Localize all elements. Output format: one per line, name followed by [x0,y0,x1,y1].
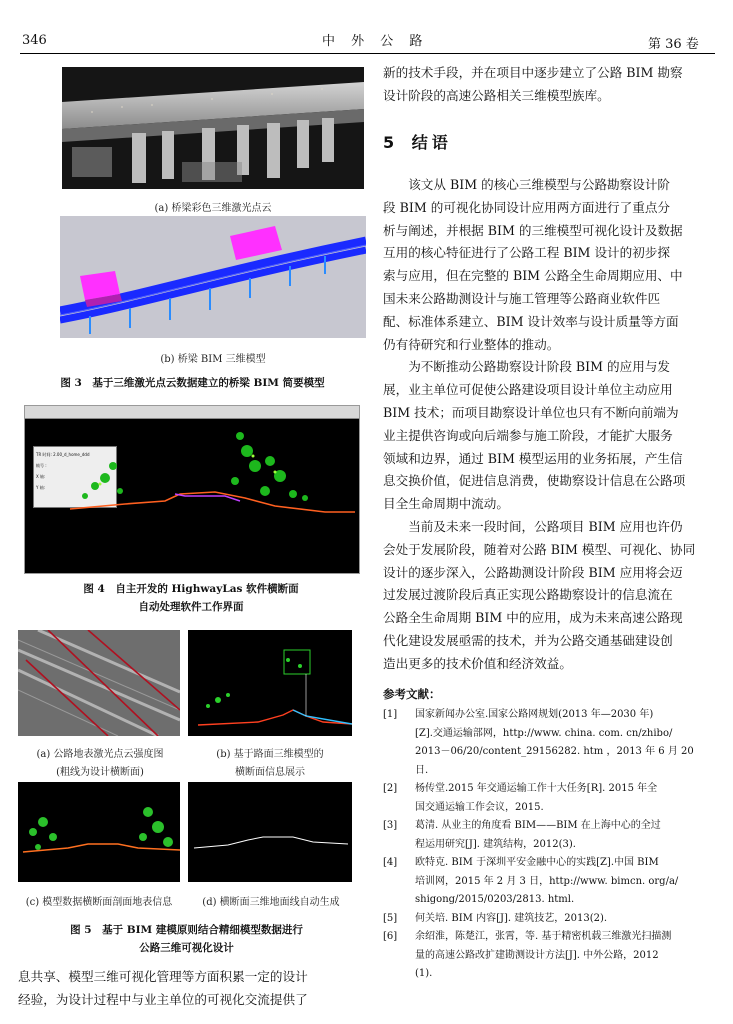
section-heading [383,130,452,153]
text-line: 公路全生命周期 BIM 中的应用，成为未来高速公路现 [383,610,683,626]
figure5-caption-a-line1: (a) 公路地表激光点云强度图 [36,749,164,760]
text-line: 段 BIM 的可视化协同设计应用两方面进行了重点分 [383,199,671,215]
text-line: 息共享、模型三维可视化管理等方面积累一定的设计 [18,969,308,984]
text-line: 索与应用，但在完整的 BIM 公路全生命周期应用、中 [383,268,683,284]
text-line: 仍有待研究和行业整体的推动。 [383,336,560,352]
page-number: 346 [22,33,47,48]
dialog-field: X 轴: [36,474,46,479]
figure5-caption-a-line2: (粗线为设计横断面) [56,767,144,778]
reference-line: [Z].交通运输部网，http://www. china. com. cn/zhibo/ [415,727,673,739]
text-line: 过发展过渡阶段后真正实现公路勘察设计的信息流在 [383,587,673,603]
paragraph [383,174,713,356]
text-line: 代化建设发展亟需的技术，并为公路交通基础建设创 [383,632,673,648]
reference-line: 葛清. 从业主的角度看 BIM——BIM 在上海中心的全过 [415,820,661,831]
text-line: 设计阶段的高速公路相关三维模型族库。 [383,87,610,103]
profile-surface-image [18,782,180,882]
text-line: 为不断推动公路勘察设计阶段 BIM 的应用与发 [383,359,671,375]
figure3-title: 图 3 基于三维激光点云数据建立的桥梁 BIM 简要模型 [60,377,325,389]
reference-item [383,706,713,780]
ground-line-image [188,782,352,882]
figure4-title-line1: 图 4 自主开发的 HighwayLas 软件横断面 [83,583,299,595]
figure4-title-line2: 自动处理软件工作界面 [138,601,244,613]
cross-section-info-image [188,630,352,736]
reference-number: [6] [383,931,398,942]
journal-name: 中 外 公 路 [322,34,429,49]
bridge-bim-model-image [60,216,366,338]
reference-number: [4] [383,857,398,868]
text-line: 互用的核心特征进行了公路工程 BIM 设计的初步探 [383,245,671,261]
figure5-caption-d: (d) 横断面三维地面线自动生成 [202,897,340,908]
reference-line: 国家新闻办公室.国家公路网规划(2013 年—2030 年) [415,709,654,720]
reference-line: 量的高速公路改扩建勘测设计方法[J]. 中外公路，2012 [415,949,659,961]
reference-number: [3] [383,820,398,831]
text-line: 目全生命周期中流动。 [383,496,509,512]
text-line: 领域和边界，通过 BIM 模型运用的业务拓展，产生信 [383,450,683,466]
dialog-field: TR 时间: 2.00_d_home_ddd [36,452,90,457]
figure5-title-line1: 图 5 基于 BIM 建模原则结合精细模型数据进行 [70,924,303,936]
paragraph [383,516,713,676]
text-line: BIM 技术；而项目勘察设计单位也只有不断向前端为 [383,404,679,420]
dialog-field: Y 轴: [36,485,46,490]
text-line: 配、标准体系建立、BIM 设计效率与设计质量等方面 [383,313,679,329]
text-line: 当前及未来一段时间，公路项目 BIM 应用也许仍 [383,518,683,534]
figure3-caption-b: (b) 桥梁 BIM 三维模型 [160,354,266,365]
figure5-caption-b-line2: 横断面信息展示 [235,767,305,778]
right-column-intro [383,62,713,108]
references-list [383,706,713,984]
reference-item [383,817,713,854]
paragraph [383,356,713,516]
reference-item [383,928,713,984]
left-column-text [18,966,363,1012]
figure5-caption-b-line1: (b) 基于路面三维模型的 [216,749,324,760]
text-line: 展，业主单位可促使公路建设项目设计单位主动应用 [383,382,673,398]
reference-item [383,854,713,910]
conclusion-body [383,174,713,676]
text-line: 该文从 BIM 的核心三维模型与公路勘察设计阶 [383,177,671,192]
reference-line: 何关培. BIM 内容[J]. 建筑技艺，2013(2). [415,912,608,924]
text-line: 造出更多的技术价值和经济效益。 [383,655,572,671]
reference-line: 杨传堂.2015 年交通运输工作十大任务[R]. 2015 年全 [415,783,658,794]
volume-label: 第 36 卷 [648,37,699,52]
intensity-map-image [18,630,180,736]
reference-line: 国交通运输工作会议，2015. [415,801,544,813]
text-line: 业主提供咨询或向后端参与施工阶段，才能扩大服务 [383,427,673,443]
reference-item [383,910,713,929]
header-rule [20,53,715,54]
reference-line: 欧特克. BIM 于深圳平安金融中心的实践[Z].中国 BIM [415,857,659,868]
section-number: 5 [383,133,395,152]
reference-line: 日. [415,764,429,776]
text-line: 息交换价值，促进信息消费，使勘察设计信息在公路项 [383,473,686,489]
reference-line: 培训网，2015 年 2 月 3 日，http://www. bimcn. org/a/ [415,875,679,887]
text-line: 国未来公路勘测设计与施工管理等公路商业软件匹 [383,290,661,306]
bridge-point-cloud-image [62,67,364,189]
reference-item [383,780,713,817]
figure3-caption-a: (a) 桥梁彩色三维激光点云 [154,203,272,214]
text-line: 经验，为设计过程中与业主单位的可视化交流提供了 [18,991,308,1007]
figure5-title-line2: 公路三维可视化设计 [139,942,234,954]
text-line: 析与阐述，并根据 BIM 的三维模型可视化设计及数据 [383,222,683,238]
section-title: 结语 [411,133,452,152]
reference-line: 2013－06/20/content_29156282. htm ，2013 年 6 月 20 [415,746,694,757]
reference-line: 余绍淮，陈楚江，张霄，等. 基于精密机载三维激光扫描测 [415,931,672,942]
reference-number: [5] [383,912,398,924]
reference-number: [1] [383,709,398,720]
reference-number: [2] [383,783,398,794]
references-heading: 参考文献： [383,687,441,701]
dialog-field: 帧号 : [36,463,47,468]
text-line: 会处于发展阶段，随着对公路 BIM 模型、可视化、协同 [383,541,696,557]
figure5-caption-c: (c) 模型数据横断面剖面地表信息 [25,897,173,908]
text-line: 新的技术手段，并在项目中逐步建立了公路 BIM 勘察 [383,65,683,80]
reference-line: shigong/2015/0203/2813. html. [415,894,575,905]
reference-line: 程运用研究[J]. 建筑结构，2012(3). [415,838,576,850]
text-line: 设计的逐步深入，公路勘测设计阶段 BIM 应用将会迈 [383,564,683,580]
highwaylas-software-screenshot [24,405,360,574]
reference-line: (1). [415,968,433,979]
